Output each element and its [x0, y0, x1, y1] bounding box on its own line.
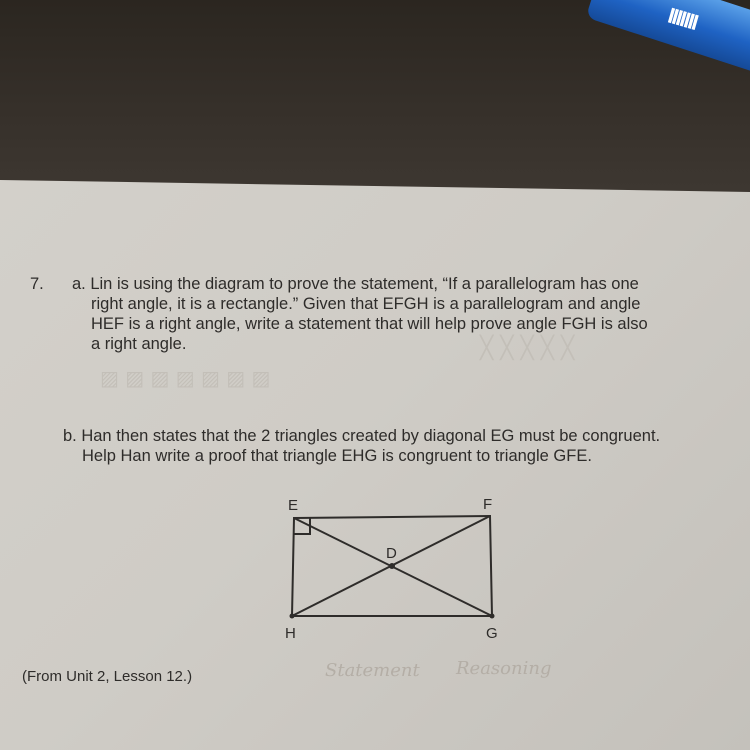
part-a-line: a. Lin is using the diagram to prove the statement, “If a parallelogram has one: [72, 275, 639, 293]
vertex-label-d: D: [386, 545, 397, 562]
part-a-question: [72, 274, 648, 354]
part-a-line: HEF is a right angle, write a statement that will help prove angle FGH is also: [91, 315, 648, 333]
part-a-line: right angle, it is a rectangle.” Given that EFGH is a parallelogram and angle: [91, 295, 641, 313]
blue-pen: [586, 0, 750, 76]
part-b-question: [63, 426, 660, 466]
point-d: [389, 563, 395, 569]
vertex-label-f: F: [483, 496, 493, 513]
source-reference: (From Unit 2, Lesson 12.): [22, 668, 193, 685]
bleed-through-text: ╳ ╳ ╳ ╳ ╳: [480, 336, 575, 361]
bleed-through-text: ▨ ▨ ▨ ▨ ▨ ▨ ▨: [100, 366, 271, 390]
part-b-line: b. Han then states that the 2 triangles created by diagonal EG must be congruent.: [63, 427, 661, 445]
part-a-line: a right angle.: [91, 335, 187, 353]
part-b-line: Help Han write a proof that triangle EHG is congruent to triangle GFE.: [82, 447, 592, 465]
parallelogram-diagram: [270, 490, 510, 650]
handwritten-statement-label: Statement: [325, 660, 420, 681]
vertex-label-h: H: [285, 625, 296, 642]
pen-marking: IIIIIII: [665, 2, 700, 35]
handwritten-reasoning-label: Reasoning: [456, 658, 552, 679]
right-angle-mark: [294, 518, 310, 534]
vertex-label-g: G: [486, 625, 498, 642]
point-g: [490, 614, 495, 619]
vertex-label-e: E: [288, 497, 299, 514]
problem-number: 7.: [30, 275, 44, 293]
binder-background: [0, 0, 750, 200]
point-h: [290, 614, 295, 619]
